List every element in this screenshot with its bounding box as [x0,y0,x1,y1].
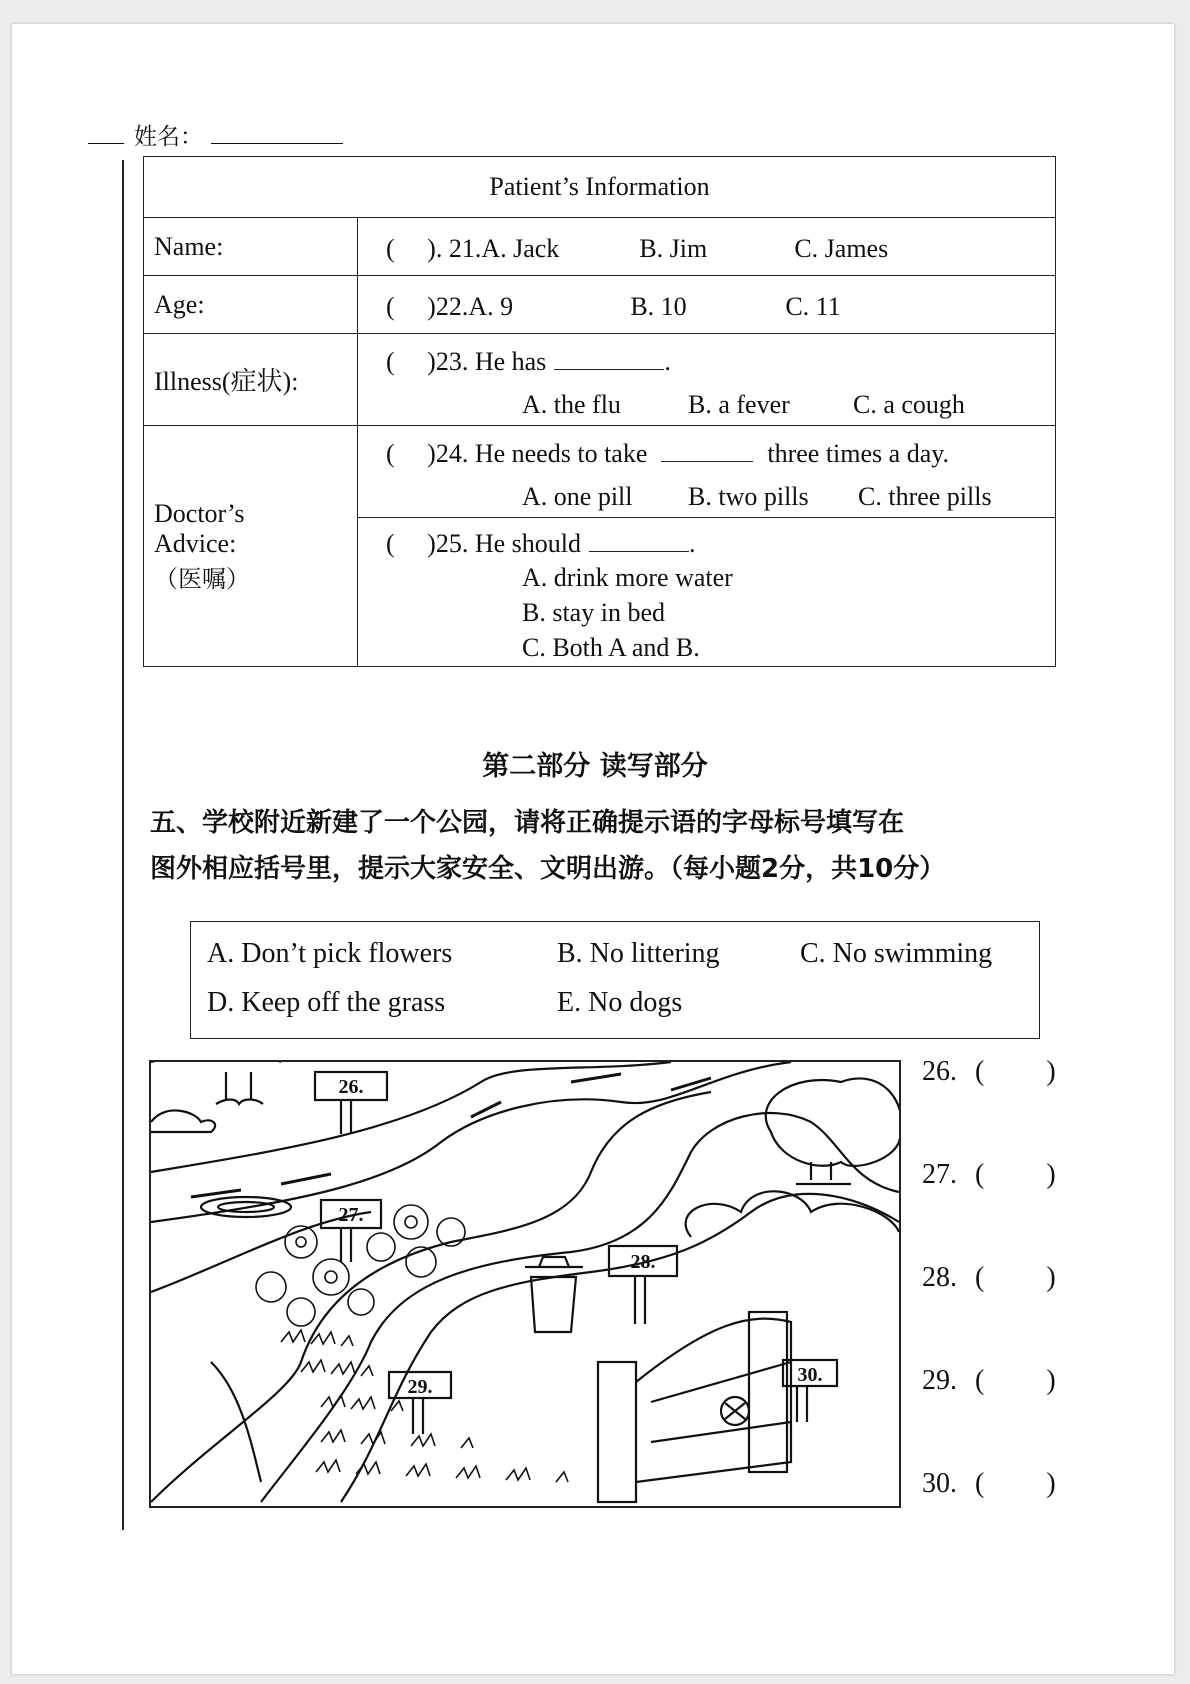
answer-paren[interactable]: ( ) [386,234,436,263]
options-box [190,921,1040,1039]
sign-27-label: 27. [338,1204,364,1226]
question-25: ( ) 25. He should . A. drink more water B. stay in bed C. Both A and B. [358,518,1056,667]
option-c: C. Both A and B. [522,633,700,662]
option-b: B. No littering [557,938,720,969]
sign-28-label: 28. [630,1251,656,1273]
question-text: 23. He has [435,347,547,376]
option-c: C. James [794,234,889,263]
answer-27[interactable] [922,1159,1056,1191]
advice-label-line3: （医嘱） [154,564,250,593]
instruction-line-2: 图外相应括号里，提示大家安全、文明出游。（每小题2分，共10分） [150,854,946,884]
name-label: 姓名： [134,124,203,150]
answer-paren-left: ( [975,1468,985,1499]
answer-number: 29. [922,1365,957,1396]
answer-paren-left: ( [975,1262,985,1293]
answer-paren-right: ) [1046,1468,1056,1499]
option-b: B. 10 [630,292,687,321]
park-drawing [151,1062,899,1506]
answer-number: 27. [922,1159,957,1190]
question-text: 24. He needs to take [435,439,648,468]
option-a: A. drink more water [522,563,733,592]
instruction-line-1: 五、学校附近新建了一个公园，请将正确提示语的字母标号填写在 [150,808,905,838]
option-c: C. No swimming [800,938,993,969]
question-number: 22. [435,292,469,321]
answer-paren-left: ( [975,1159,985,1190]
patient-info-table [143,156,1056,667]
binding-margin-line [122,160,124,1530]
option-b: B. stay in bed [522,598,665,627]
answer-30[interactable] [922,1468,1056,1500]
section-instruction [150,800,1070,892]
advice-label-line1: Doctor’s [154,498,245,528]
class-blank [88,143,124,144]
option-a: A. one pill [522,482,633,511]
answer-paren[interactable]: ( ) [386,439,436,468]
fill-blank[interactable] [554,368,664,370]
answer-paren-right: ) [1046,1365,1056,1396]
option-c: C. three pills [858,482,992,511]
answer-number: 26. [922,1056,957,1087]
answer-paren[interactable]: ( ) [386,529,436,558]
question-24 [358,426,1056,518]
answer-number: 30. [922,1468,957,1499]
answer-paren-right: ) [1046,1056,1056,1087]
answer-paren-left: ( [975,1365,985,1396]
question-number: . 21. [435,234,482,263]
name-blank [211,143,343,144]
option-c: C. 11 [785,292,841,321]
sign-30-label: 30. [797,1364,823,1386]
question-22 [358,276,1056,334]
option-b: B. a fever [688,390,790,419]
option-b: B. Jim [639,234,708,263]
answer-29[interactable] [922,1365,1056,1397]
option-d: D. Keep off the grass [207,987,446,1018]
option-a: A. the flu [522,390,621,419]
answer-paren-right: ) [1046,1262,1056,1293]
option-a: A. Jack [481,234,560,263]
question-23: ( ) 23. He has . A. the flu B. a fever C. a cough [358,334,1056,426]
row-label-name: Name: [144,218,358,276]
park-illustration [149,1060,901,1508]
answer-number: 28. [922,1262,957,1293]
question-21 [358,218,1056,276]
option-c: C. a cough [853,390,965,419]
option-e: E. No dogs [557,987,683,1018]
fill-blank[interactable] [589,550,689,552]
answer-paren-right: ) [1046,1159,1056,1190]
answer-paren[interactable]: ( ) [386,347,436,376]
question-tail: three times a day. [767,439,950,468]
row-label-age: Age: [144,276,358,334]
answer-paren[interactable]: ( ) [386,292,436,321]
section-title: 第二部分 读写部分 [482,751,708,782]
sign-29-label: 29. [407,1376,433,1398]
answer-paren-left: ( [975,1056,985,1087]
row-label-advice [144,426,358,667]
table-title: Patient’s Information [144,157,1056,218]
option-a: A. Don’t pick flowers [207,938,453,969]
student-name-header [88,118,343,151]
answer-26[interactable] [922,1056,1056,1088]
sign-26-label: 26. [338,1076,364,1098]
fill-blank[interactable] [661,460,753,462]
row-label-illness: Illness(症状): [144,334,358,426]
option-b: B. two pills [688,482,809,511]
answer-28[interactable] [922,1262,1056,1294]
option-a: A. 9 [468,292,514,321]
advice-label-line2: Advice: [154,528,237,558]
question-text: 25. He should [435,529,581,558]
